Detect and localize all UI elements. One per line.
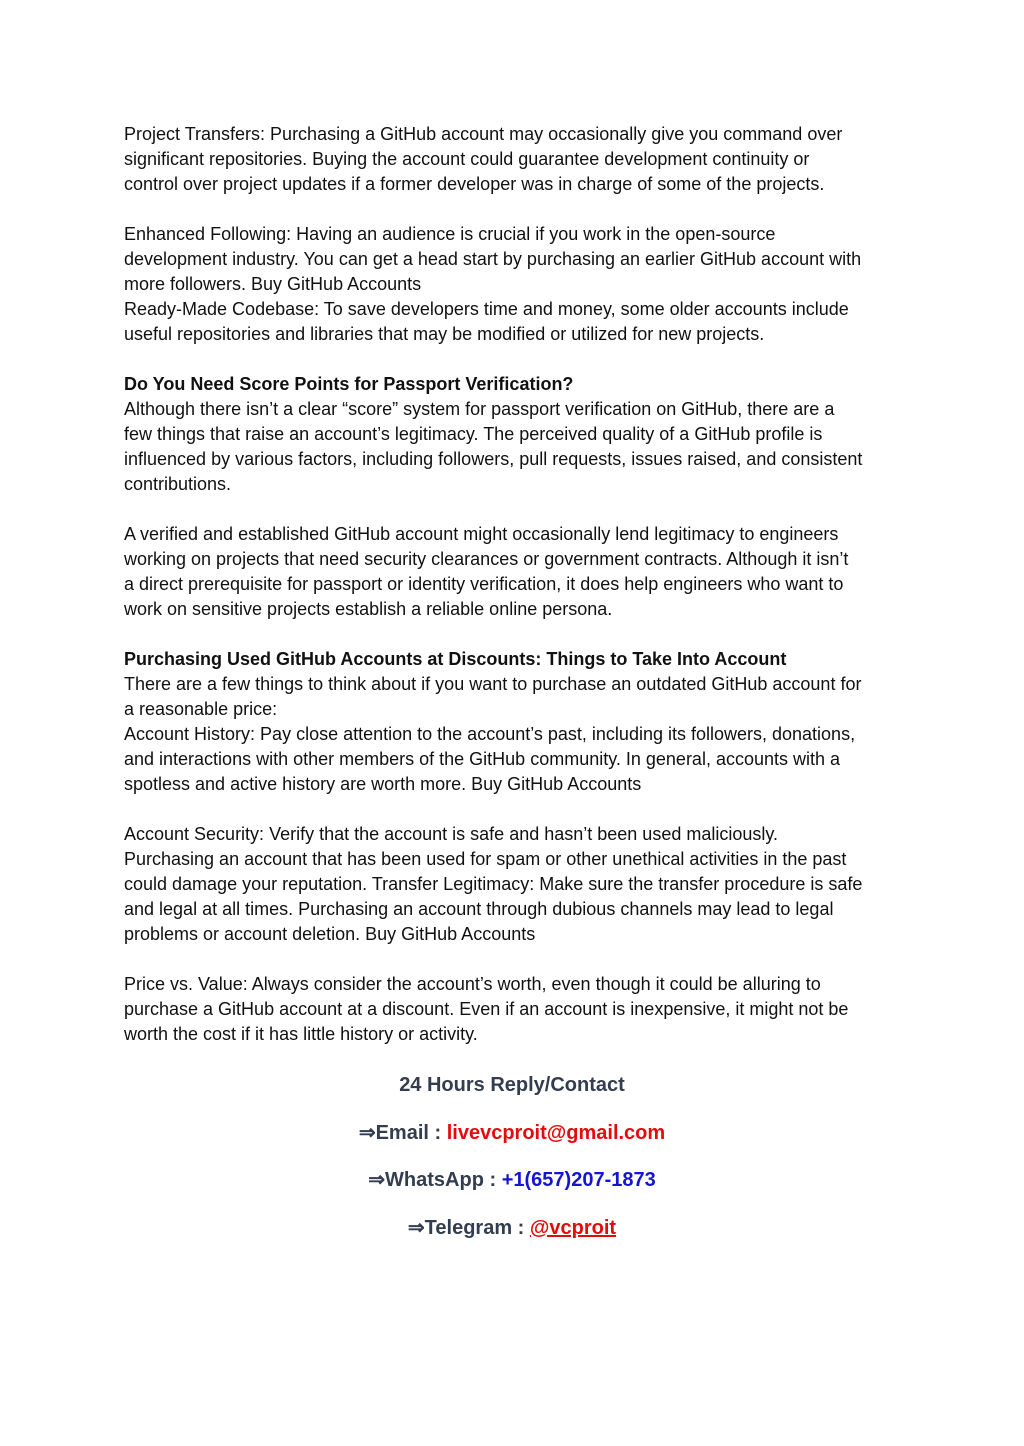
- whatsapp-number[interactable]: +1(657)207-1873: [501, 1169, 656, 1191]
- text-line: control over project updates if a former developer was in charge of some of the projects.: [124, 174, 825, 194]
- paragraph: [124, 222, 924, 347]
- arrow-icon: ⇒: [368, 1169, 386, 1191]
- paragraph: [124, 522, 924, 622]
- paragraph: [124, 372, 924, 497]
- paragraph-gap: [124, 797, 924, 822]
- text-line: and legal at all times. Purchasing an account through dubious channels may lead to legal: [124, 899, 834, 919]
- text-line: influenced by various factors, including followers, pull requests, issues raised, and consistent: [124, 449, 863, 469]
- text-line: Price vs. Value: Always consider the account’s worth, even though it could be alluring to: [124, 974, 821, 994]
- text-line: a reasonable price:: [124, 699, 278, 719]
- paragraph-gap: [124, 947, 924, 972]
- text-line: There are a few things to think about if you want to purchase an outdated GitHub account for: [124, 674, 862, 694]
- text-line: spotless and active history are worth more. Buy GitHub Accounts: [124, 774, 642, 794]
- paragraph: [124, 822, 924, 947]
- contact-title: 24 Hours Reply/Contact: [399, 1074, 625, 1096]
- text-line: A verified and established GitHub account might occasionally lend legitimacy to engineers: [124, 524, 839, 544]
- text-line: significant repositories. Buying the account could guarantee development continuity or: [124, 149, 810, 169]
- email-line: [0, 1116, 1024, 1164]
- text-line: contributions.: [124, 474, 232, 494]
- text-line: useful repositories and libraries that may be modified or utilized for new projects.: [124, 324, 765, 344]
- text-line: purchase a GitHub account at a discount. Even if an account is inexpensive, it might not be: [124, 999, 849, 1019]
- telegram-label: Telegram :: [424, 1216, 530, 1239]
- text-line: more followers. Buy GitHub Accounts: [124, 274, 422, 294]
- text-line: few things that raise an account’s legitimacy. The perceived quality of a GitHub profile is: [124, 424, 823, 444]
- text-line: work on sensitive projects establish a reliable online persona.: [124, 599, 613, 619]
- arrow-icon: ⇒: [407, 1216, 425, 1239]
- text-line: Purchasing an account that has been used for spam or other unethical activities in the past: [124, 849, 847, 869]
- email-label: Email :: [375, 1121, 447, 1144]
- text-line: problems or account deletion. Buy GitHub Accounts: [124, 924, 536, 944]
- document-body: [124, 122, 924, 1047]
- text-line: Ready-Made Codebase: To save developers time and money, some older accounts include: [124, 299, 849, 319]
- paragraph-gap: [124, 347, 924, 372]
- section-heading: Purchasing Used GitHub Accounts at Discounts: Things to Take Into Account: [124, 649, 787, 669]
- contact-section: [0, 1068, 1024, 1258]
- whatsapp-line: [0, 1163, 1024, 1211]
- text-line: development industry. You can get a head start by purchasing an earlier GitHub account with: [124, 249, 862, 269]
- text-line: Project Transfers: Purchasing a GitHub account may occasionally give you command over: [124, 124, 843, 144]
- paragraph-gap: [124, 197, 924, 222]
- section-heading: Do You Need Score Points for Passport Verification?: [124, 374, 574, 394]
- text-line: Although there isn’t a clear “score” system for passport verification on GitHub, there are a: [124, 399, 835, 419]
- text-line: working on projects that need security clearances or government contracts. Although it isn’t: [124, 549, 849, 569]
- text-line: a direct prerequisite for passport or identity verification, it does help engineers who want to: [124, 574, 844, 594]
- text-line: and interactions with other members of the GitHub community. In general, accounts with a: [124, 749, 841, 769]
- text-line: worth the cost if it has little history or activity.: [124, 1024, 478, 1044]
- text-line: Enhanced Following: Having an audience is crucial if you work in the open-source: [124, 224, 776, 244]
- paragraph-gap: [124, 622, 924, 647]
- text-line: could damage your reputation. Transfer Legitimacy: Make sure the transfer procedure is safe: [124, 874, 863, 894]
- telegram-line: [0, 1211, 1024, 1259]
- text-line: Account Security: Verify that the account is safe and hasn’t been used maliciously.: [124, 824, 779, 844]
- text-line: Account History: Pay close attention to the account’s past, including its followers, donations,: [124, 724, 856, 744]
- email-link[interactable]: livevcproit@gmail.com: [446, 1121, 666, 1144]
- paragraph: [124, 122, 924, 197]
- paragraph: [124, 647, 924, 797]
- paragraph: [124, 972, 924, 1047]
- paragraph-gap: [124, 497, 924, 522]
- whatsapp-label: WhatsApp :: [385, 1169, 502, 1191]
- telegram-link[interactable]: @vcproit: [529, 1216, 617, 1239]
- arrow-icon: ⇒: [358, 1121, 376, 1144]
